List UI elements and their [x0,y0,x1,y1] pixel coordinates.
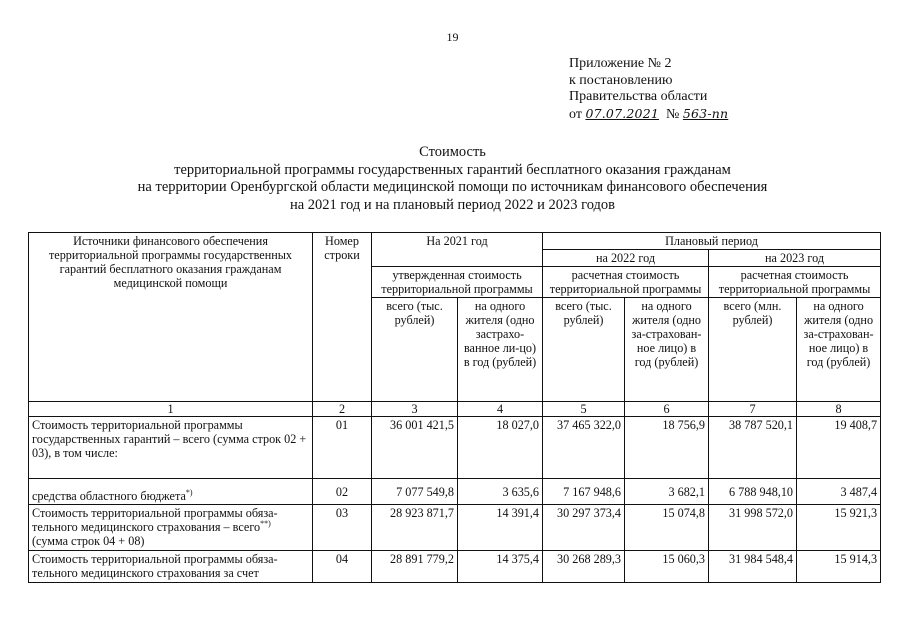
cell-total-2022: 30 297 373,4 [543,505,625,551]
appendix-line-2: к постановлению [569,72,673,88]
cell-per-person-2022: 15 074,8 [625,505,709,551]
cell-total-2021: 28 891 779,2 [372,551,458,583]
cell-total-2022: 37 465 322,0 [543,417,625,479]
header-2022: на 2022 год [543,250,709,267]
footnote-mark: **) [260,518,271,528]
document-title [0,144,905,214]
cell-total-2022: 7 167 948,6 [543,479,625,505]
header-source: Источники финансового обеспечения территориальной программы государственных гарантий бесплатного оказания гражданам медицинской помощи [29,233,313,402]
header-total-2021: всего (тыс. рублей) [372,298,458,402]
row-number: 01 [313,417,372,479]
table-row [29,505,881,551]
column-number: 1 [29,402,313,417]
row-number: 04 [313,551,372,583]
cell-total-2022: 30 268 289,3 [543,551,625,583]
header-per-person-2023: на одного жителя (одно за-страхован-ное лицо) в год (рублей) [797,298,881,402]
row-label: средства областного бюджета*) [29,479,313,505]
row-number: 03 [313,505,372,551]
page-number: 19 [446,30,459,44]
row-label: Стоимость территориальной программы обяза-тельного медицинского страхования за счет [29,551,313,583]
header-row-number: Номер строки [313,233,372,402]
cell-total-2023: 31 998 572,0 [709,505,797,551]
column-number: 3 [372,402,458,417]
header-total-2023: всего (млн. рублей) [709,298,797,402]
row-number: 02 [313,479,372,505]
column-number: 8 [797,402,881,417]
header-2021: На 2021 год [372,233,543,267]
header-per-person-2022: на одного жителя (одно за-страхован-ное лицо) в год (рублей) [625,298,709,402]
header-calc-cost-2022: расчетная стоимость территориальной программы [543,267,709,298]
table-row [29,551,881,583]
column-number: 2 [313,402,372,417]
column-number: 7 [709,402,797,417]
cell-per-person-2023: 19 408,7 [797,417,881,479]
cost-table [28,232,881,583]
header-row-1 [29,233,881,250]
cell-total-2023: 31 984 548,4 [709,551,797,583]
cell-total-2023: 6 788 948,10 [709,479,797,505]
cell-per-person-2021: 18 027,0 [458,417,543,479]
appendix-date-line [569,106,728,124]
appendix-block [569,56,728,123]
row-label: Стоимость территориальной программы государственных гарантий – всего (сумма строк 02 + 03), в том числе: [29,417,313,479]
handwritten-doc-number: 563-пп [682,105,729,121]
cell-per-person-2022: 18 756,9 [625,417,709,479]
title-line-3: на территории Оренбургской области медицинской помощи по источникам финансового обеспечения [137,179,768,195]
cell-per-person-2023: 3 487,4 [797,479,881,505]
cell-total-2021: 7 077 549,8 [372,479,458,505]
number-prefix: № [666,106,680,122]
cell-total-2023: 38 787 520,1 [709,417,797,479]
title-line-1: Стоимость [419,144,486,160]
header-per-person-2021: на одного жителя (одно застрахо-ванное ли-цо) в год (рублей) [458,298,543,402]
cell-per-person-2021: 14 375,4 [458,551,543,583]
header-planned-period: Плановый период [543,233,881,250]
cell-total-2021: 36 001 421,5 [372,417,458,479]
appendix-line-3: Правительства области [569,89,708,104]
cell-per-person-2023: 15 921,3 [797,505,881,551]
handwritten-date: 07.07.2021 [585,105,660,121]
cell-per-person-2022: 15 060,3 [625,551,709,583]
cell-per-person-2023: 15 914,3 [797,551,881,583]
cell-per-person-2021: 14 391,4 [458,505,543,551]
footnote-mark: *) [185,487,193,497]
cell-total-2021: 28 923 871,7 [372,505,458,551]
row-label: Стоимость территориальной программы обяза-тельного медицинского страхования – всего**) (сумма строк 04 + 08) [29,505,313,551]
table-row [29,417,881,479]
cell-per-person-2022: 3 682,1 [625,479,709,505]
table-row [29,479,881,505]
column-number-row [29,402,881,417]
header-2023: на 2023 год [709,250,881,267]
title-line-2: территориальной программы государственных гарантий бесплатного оказания гражданам [174,161,731,178]
column-number: 5 [543,402,625,417]
header-total-2022: всего (тыс. рублей) [543,298,625,402]
header-calc-cost-2023: расчетная стоимость территориальной программы [709,267,881,298]
header-approved-cost: утвержденная стоимость территориальной программы [372,267,543,298]
column-number: 4 [458,402,543,417]
title-line-4: на 2021 год и на плановый период 2022 и 2023 годов [289,196,616,213]
date-prefix: от [569,106,582,122]
cell-per-person-2021: 3 635,6 [458,479,543,505]
column-number: 6 [625,402,709,417]
appendix-line-1: Приложение № 2 [569,56,672,71]
